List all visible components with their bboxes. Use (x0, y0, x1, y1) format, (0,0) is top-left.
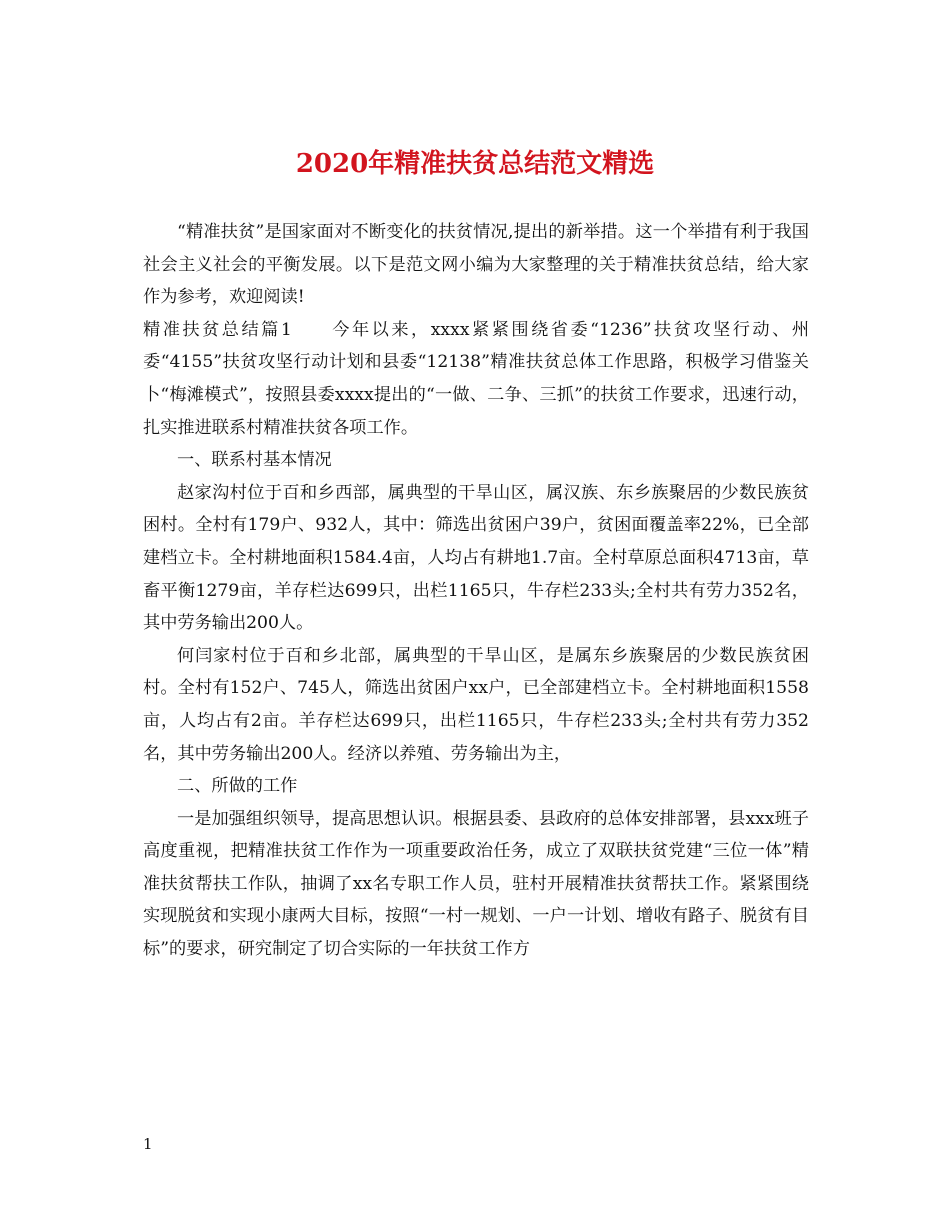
heading-basic-situation: 一、联系村基本情况 (177, 450, 332, 471)
heyanjia-paragraph: 何闫家村位于百和乡北部，属典型的干旱山区，是属东乡族聚居的少数民族贫困村。全村有152户、745人，筛选出贫困户xx户，已全部建档立卡。全村耕地面积1558亩，人均占有2亩。羊存栏达699只，出栏1165只，牛存栏233头;全村共有劳力352名，其中劳务输出200人。经济以养殖、劳务输出为主， (143, 645, 809, 764)
zhaojiagou-paragraph: 赵家沟村位于百和乡西部，属典型的干旱山区，属汉族、东乡族聚居的少数民族贫困村。全村有179户、932人，其中：筛选出贫困户39户，贫困面覆盖率22%，已全部建档立卡。全村耕地面积1584.4亩，人均占有耕地1.7亩。全村草原总面积4713亩，草畜平衡1279亩，羊存栏达699只，出栏1165只，牛存栏233头;全村共有劳力352名，其中劳务输出200人。 (143, 482, 809, 634)
work-paragraph: 一是加强组织领导，提高思想认识。根据县委、县政府的总体安排部署，县xxx班子高度重视，把精准扶贫工作作为一项重要政治任务，成立了双联扶贫党建“三位一体”精准扶贫帮扶工作队，抽调了xx名专职工作人员，驻村开展精准扶贫帮扶工作。紧紧围绕实现脱贫和实现小康两大目标，按照“一村一规划、一户一计划、增收有路子、脱贫有目标”的要求，研究制定了切合实际的一年扶贫工作方 (143, 808, 809, 960)
intro-paragraph: “精准扶贫”是国家面对不断变化的扶贫情况,提出的新举措。这一个举措有利于我国社会主义社会的平衡发展。以下是范文网小编为大家整理的关于精准扶贫总结，给大家作为参考，欢迎阅读! (143, 222, 809, 308)
section-1-label: 精准扶贫总结篇1 (143, 319, 292, 340)
section-1-text: 今年以来，xxxx紧紧围绕省委“1236”扶贫攻坚行动、州委“4155”扶贫攻坚行动计划和县委“12138”精准扶贫总体工作思路，积极学习借鉴关卜“梅滩模式”，按照县委xxxx提出的“一做、二争、三抓”的扶贫工作要求，迅速行动，扎实推进联系村精准扶贫各项工作。 (143, 319, 810, 438)
heading-work-done: 二、所做的工作 (177, 776, 298, 797)
page-number: 1 (143, 1135, 153, 1153)
section-1-paragraph (143, 314, 809, 444)
document-body (143, 216, 809, 966)
document-title: 2020年精准扶贫总结范文精选 (295, 149, 655, 179)
